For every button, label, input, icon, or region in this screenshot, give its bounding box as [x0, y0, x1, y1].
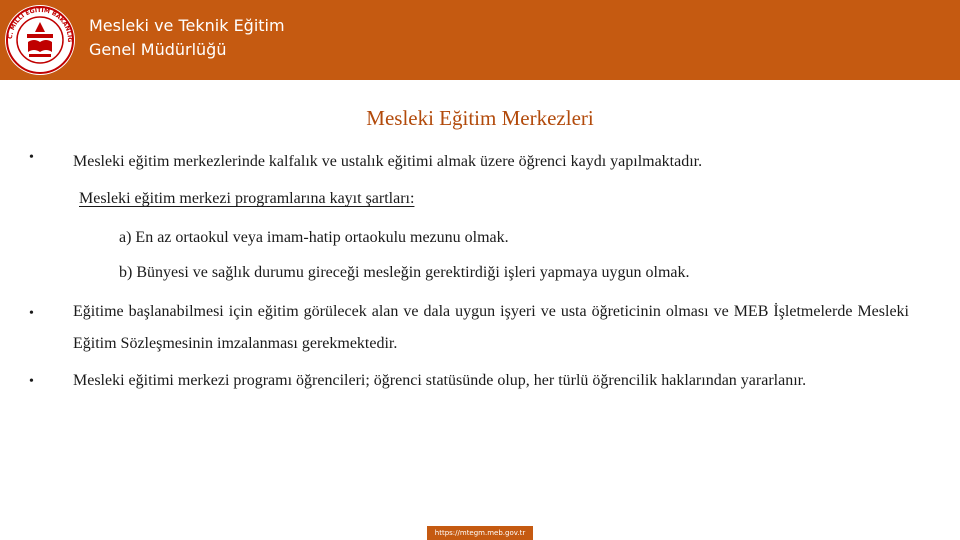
svg-text:T.C. MİLLİ EĞİTİM BAKANLIĞI: C. MİLLİ EĞİTİM BAKANLIĞ — [6, 6, 74, 43]
org-line-1: Mesleki ve Teknik Eğitim — [89, 16, 285, 35]
footer-url-link[interactable]: https://mtegm.meb.gov.tr — [427, 526, 533, 540]
bullet-icon: • — [29, 374, 34, 389]
bullet-paragraph-2: Eğitime başlanabilmesi için eğitim görülecek alan ve dala uygun işyeri ve usta öğreticinin olması ve MEB İşletmelerde Mesleki Eğitim Sözleşmesinin imzalanması gerekmektedir. — [73, 303, 909, 352]
ministry-of-education-seal-icon — [3, 4, 77, 76]
requirement-item-b: b) Bünyesi ve sağlık durumu gireceği mesleğin gerektirdiği işleri yapmaya uygun olmak. — [119, 264, 690, 281]
bullet-paragraph-3: Mesleki eğitimi merkezi programı öğrencileri; öğrenci statüsünde olup, her türlü öğrencilik haklarından yararlanır. — [73, 372, 807, 389]
bullet-icon: • — [29, 150, 34, 165]
bullet-paragraph-1: Mesleki eğitim merkezlerinde kalfalık ve ustalık eğitimi almak üzere öğrenci kaydı yapılmaktadır. — [73, 153, 703, 170]
org-line-2: Genel Müdürlüğü — [89, 40, 227, 59]
requirement-item-a: a) En az ortaokul veya imam-hatip ortaokulu mezunu olmak. — [119, 229, 509, 246]
requirements-heading: Mesleki eğitim merkezi programlarına kayıt şartları: — [79, 190, 415, 207]
page-title: Mesleki Eğitim Merkezleri — [366, 106, 594, 130]
organization-name — [89, 14, 285, 62]
header-bar — [0, 0, 960, 80]
bullet-icon: • — [29, 306, 34, 321]
